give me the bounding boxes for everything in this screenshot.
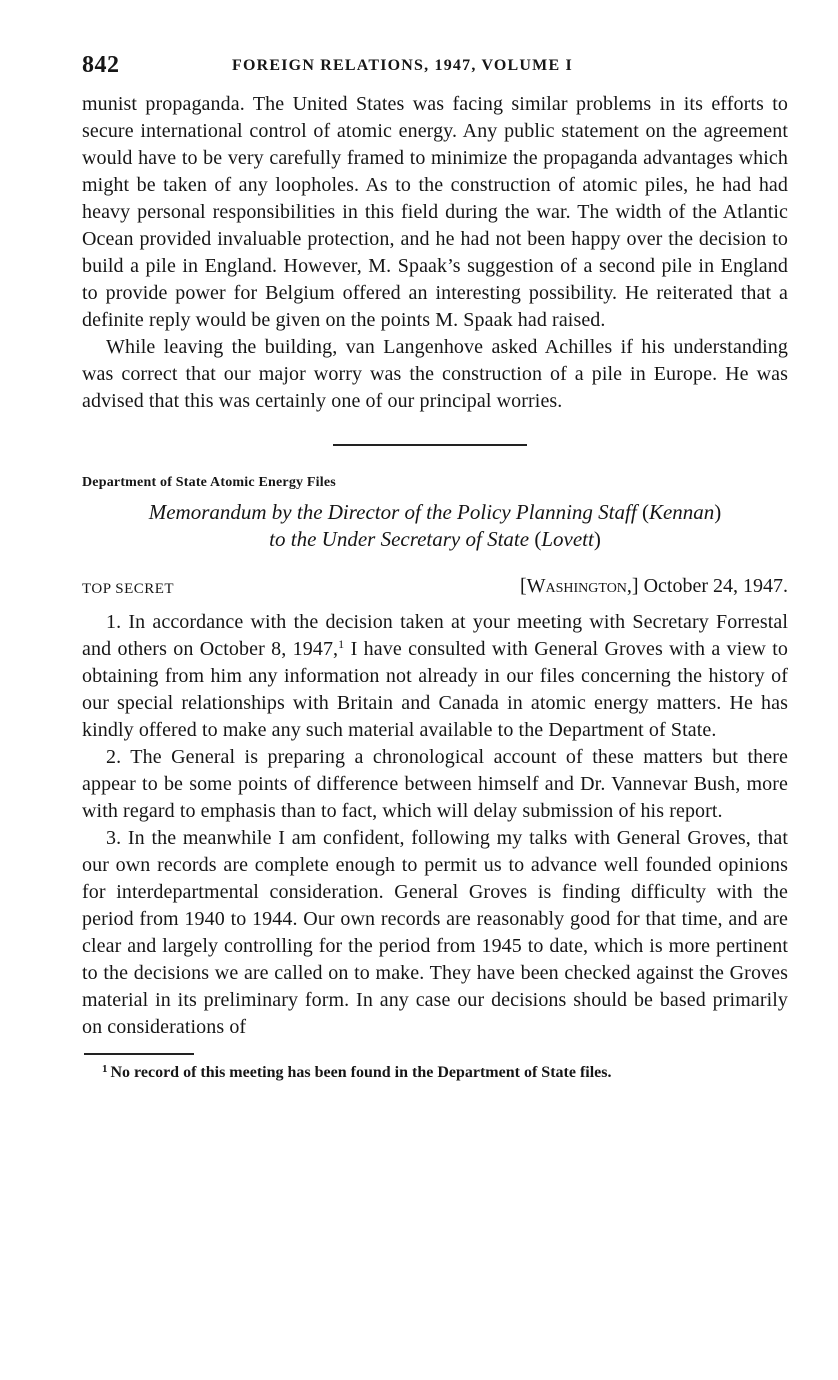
page-number: 842 (82, 52, 120, 78)
document-title-line-1 (82, 499, 788, 526)
classification-label: TOP SECRET (82, 581, 175, 597)
document-title-line-2 (82, 526, 788, 553)
dateline-place: [Washington,] (519, 575, 639, 597)
title-name-kennan: Kennan (648, 500, 715, 524)
title-text-2: to the Under Secretary of State (269, 527, 535, 551)
section-divider (333, 444, 527, 446)
source-line: Department of State Atomic Energy Files (82, 475, 336, 490)
memo-paragraph-1-text-b: I have consulted with General Groves with a view to obtaining from him any information not already in our files concerning the history of our special relationships with Britain and Canada in atomic energy matters. He has kindly offered to make any such material available to the Department of State. (82, 638, 789, 741)
footnote-rule (84, 1053, 194, 1055)
title-paren-open-1: ( (641, 500, 649, 524)
memo-paragraph-1-text-a: 1. In accordance with the decision taken at your meeting with Secretary Forrestal and others on October 8, 1947, (82, 611, 788, 660)
dateline-date: October 24, 1947. (638, 575, 788, 597)
document-title (82, 499, 788, 553)
document-page (82, 52, 788, 1083)
title-text-1: Memorandum by the Director of the Policy Planning Staff (148, 500, 642, 524)
footnote-reference[interactable]: 1 (338, 637, 345, 651)
dateline (520, 575, 788, 598)
title-paren-open-2: ( (534, 527, 542, 551)
running-head (82, 52, 788, 86)
continuation-paragraph: While leaving the building, van Langenhove asked Achilles if his understanding was correct that our major worry was the construction of a pile in Europe. He was advised that this was certainly one of our principal worries. (82, 336, 788, 412)
footnote-text: No record of this meeting has been found in the Department of State files. (110, 1064, 612, 1081)
classification-row (82, 575, 788, 605)
footnote (102, 1063, 788, 1083)
memo-paragraph-2: 2. The General is preparing a chronological account of these matters but there appear to be some points of difference between himself and Dr. Vannevar Bush, more with regard to emphasis than to fact, which will delay submission of his report. (82, 746, 788, 822)
title-paren-close-2: ) (593, 527, 601, 551)
continuation-paragraph: munist propaganda. The United States was facing similar problems in its efforts to secure international control of atomic energy. Any public statement on the agreement would have to be very carefully framed to minimize the propaganda advantages which might be taken of any loopholes. As to the construction of atomic piles, he had had heavy personal responsibilities in this field during the war. The width of the Atlantic Ocean provided invaluable protection, and he had not been happy over the decision to build a pile in England. However, M. Spaak’s suggestion of a second pile in England to provide power for Belgium offered an interesting possibility. He reiterated that a definite reply would be given on the points M. Spaak had raised. (82, 93, 788, 331)
memo-paragraph-1 (82, 609, 788, 744)
footnote-marker: 1 (102, 1063, 108, 1075)
memo-paragraph-3: 3. In the meanwhile I am confident, following my talks with General Groves, that our own records are complete enough to permit us to advance well founded opinions for interdepartmental consideration. General Groves is finding difficulty with the period from 1940 to 1944. Our own records are reasonably good for that time, and are clear and largely controlling for the period from 1945 to date, which is more pertinent to the decisions we are called on to make. They have been checked against the Groves material in its preliminary form. In any case our decisions should be based primarily on considerations of (82, 827, 788, 1038)
running-title: FOREIGN RELATIONS, 1947, VOLUME I (232, 57, 573, 74)
title-name-lovett: Lovett (541, 527, 594, 551)
title-paren-close-1: ) (714, 500, 722, 524)
